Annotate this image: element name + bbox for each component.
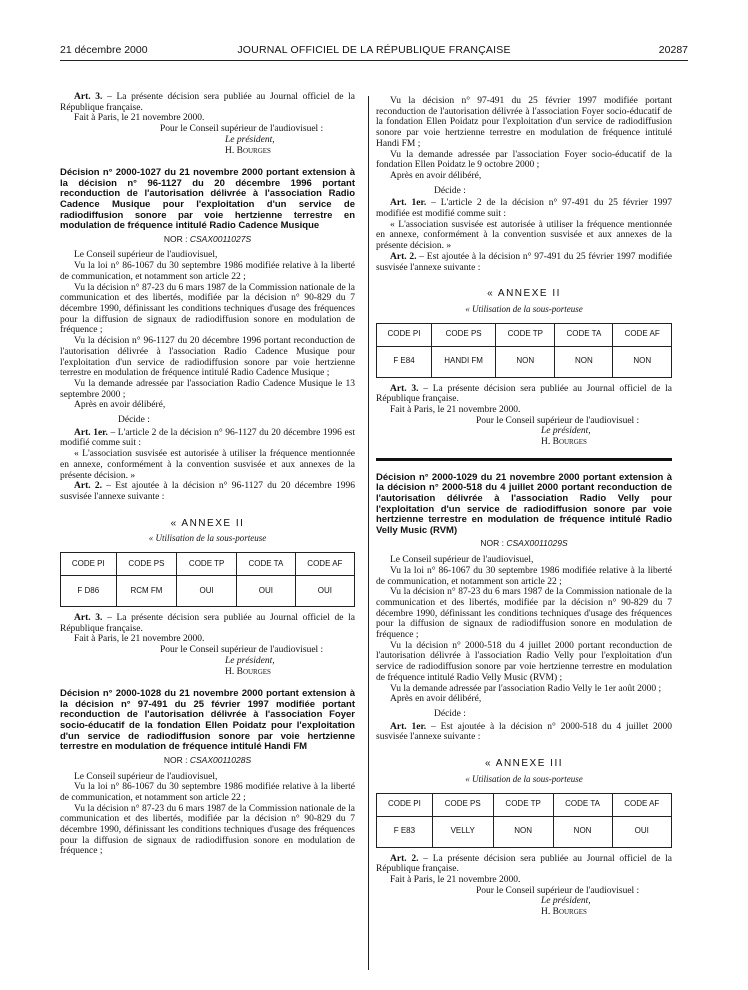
signature-pour: Pour le Conseil supérieur de l'audiovisuel : xyxy=(160,124,324,135)
section-rule xyxy=(376,458,672,461)
table-header: CODE PS xyxy=(431,323,495,346)
paragraph: Vu la décision n° 97-491 du 25 février 1997 modifiée portant reconduction de l'autorisation délivrée à l'association Foyer socio-éducatif de la fondation Ellen Poidatz pour l'exploitation d'un service de radiodiffusion sonore par voie hertzienne terrestre en modulation de fréquence intitulé Handi FM ; xyxy=(376,96,672,149)
signature-pour: Pour le Conseil supérieur de l'audiovisuel : xyxy=(160,645,324,656)
table-cell: NON xyxy=(555,346,613,377)
decide-heading: Décide : xyxy=(118,415,150,426)
table-header-row xyxy=(61,553,355,576)
article-3: Art. 3. – La présente décision sera publiée au Journal officiel de la République française. xyxy=(376,383,672,405)
table-cell: NON xyxy=(493,816,553,847)
paragraph: Vu la loi n° 86-1067 du 30 septembre 1986 modifiée relative à la liberté de communication, et notamment son article 22 ; xyxy=(60,782,355,803)
nor-reference: NOR : CSAX0011027S xyxy=(163,233,252,244)
page-header xyxy=(60,44,688,58)
table-cell: OUI xyxy=(612,816,671,847)
table-cell: OUI xyxy=(295,576,354,607)
table-cell: F E83 xyxy=(377,816,433,847)
paragraph: Vu la demande adressée par l'association Foyer socio-éducatif de la fondation Ellen Poidatz le 9 octobre 2000 ; xyxy=(376,149,672,171)
table-row xyxy=(377,346,672,377)
fait-a-paris: Fait à Paris, le 21 novembre 2000. xyxy=(390,874,521,885)
article-1: Art. 1er. – L'article 2 de la décision n° 97-491 du 25 février 1997 modifiée est modifié comme suit : xyxy=(376,198,672,220)
article-1: Art. 1er. – L'article 2 de la décision n° 96-1127 du 20 décembre 1996 est modifié comme suit : xyxy=(60,427,355,449)
table-header: CODE PI xyxy=(377,323,432,346)
signature-president: Le président, xyxy=(225,655,275,666)
table-cell: NON xyxy=(496,346,555,377)
annexe-heading: « ANNEXE II xyxy=(170,517,245,529)
paragraph: Vu la décision n° 96-1127 du 20 décembre 1996 portant reconduction de l'autorisation délivrée à l'association Radio Cadence Musique pour l'exploitation d'un service de radiodiffusion sonore par voie hertzienne terrestre en modulation de fréquence intitulé Radio Cadence Musique ; xyxy=(60,336,355,379)
signature-president: Le président, xyxy=(541,426,591,437)
article-3: Art. 3. – La présente décision sera publiée au Journal officiel de la République française. xyxy=(60,613,355,634)
table-header: CODE TP xyxy=(177,553,237,576)
signature-name: H. Bourges xyxy=(225,666,271,677)
paragraph: Vu la demande adressée par l'association Radio Cadence Musique le 13 septembre 2000 ; xyxy=(60,378,355,400)
table-cell: NON xyxy=(553,816,612,847)
page-number: 20287 xyxy=(658,44,688,56)
article-2: Art. 2. – Est ajoutée à la décision n° 96-1127 du 20 décembre 1996 susvisée l'annexe suivante : xyxy=(60,481,355,502)
paragraph: Le Conseil supérieur de l'audiovisuel, xyxy=(74,250,218,261)
paragraph: Le Conseil supérieur de l'audiovisuel, xyxy=(390,555,534,566)
table-header: CODE AF xyxy=(295,553,354,576)
table-header: CODE AF xyxy=(612,793,671,816)
table-cell: VELLY xyxy=(432,816,493,847)
decision-1029-title: Décision n° 2000-1029 du 21 novembre 2000 portant extension à la décision n° 2000-518 du 4 juillet 2000 portant reconduction de l'autorisation délivrée à l'association Radio Velly pour l'exploitation d'un service de radiodiffusion sonore par voie hertzienne terrestre en modulation de fréquence intitulé Radio Velly Music (RVM) xyxy=(376,471,672,536)
decide-heading: Décide : xyxy=(434,185,466,196)
paragraph: Vu la décision n° 87-23 du 6 mars 1987 de la Commission nationale de la communication et des libertés, modifiée par la décision n° 90-829 du 7 décembre 1990, définissant les conditions techniques d'usage des fréquences pour la diffusion de signaux de radiodiffusion sonore en modulation de fréquence ; xyxy=(60,803,355,857)
article-1-quote: « L'association susvisée est autorisée à utiliser la fréquence mentionnée en annexe, conformément à la convention susvisée et aux annexes de la présente décision. » xyxy=(60,449,355,481)
decide-heading: Décide : xyxy=(434,708,466,719)
table-header: CODE TA xyxy=(553,793,612,816)
table-header: CODE PI xyxy=(377,793,433,816)
table-header: CODE PS xyxy=(116,553,177,576)
table-cell: RCM FM xyxy=(116,576,177,607)
article-1-quote: « L'association susvisée est autorisée à utiliser la fréquence mentionnée en annexe, conformément à la convention susvisée et aux annexes de la présente décision. » xyxy=(376,219,672,252)
table-cell: F E84 xyxy=(377,346,432,377)
paragraph: Après en avoir délibéré, xyxy=(390,170,482,181)
signature-pour: Pour le Conseil supérieur de l'audiovisuel : xyxy=(476,885,640,896)
signature-president: Le président, xyxy=(541,896,591,907)
table-header: CODE TA xyxy=(237,553,296,576)
table-cell: HANDI FM xyxy=(431,346,495,377)
paragraph: Vu la décision n° 2000-518 du 4 juillet 2000 portant reconduction de l'autorisation délivrée à l'association Radio Velly pour l'exploitation d'un service de radiodiffusion sonore par voie hertzienne terrestre en modulation de fréquence intitulé Radio Velly Music (RVM) ; xyxy=(376,640,672,683)
header-rule xyxy=(60,60,688,61)
article-2: Art. 2. – La présente décision sera publiée au Journal officiel de la République française. xyxy=(376,853,672,875)
decision-1027-title: Décision n° 2000-1027 du 21 novembre 2000 portant extension à la décision n° 96-1127 du 20 décembre 1996 portant reconduction de l'autorisation délivrée à l'association Radio Cadence Musique pour l'exploitation d'un service de radiodiffusion sonore par voie hertzienne terrestre en modulation de fréquence intitulé Radio Cadence Musique xyxy=(60,167,355,232)
left-column xyxy=(60,92,355,857)
signature-name: H. Bourges xyxy=(225,145,271,156)
annexe-subheading: « Utilisation de la sous-porteuse xyxy=(465,303,583,314)
journal-title: JOURNAL OFFICIEL DE LA RÉPUBLIQUE FRANÇAISE xyxy=(237,44,511,56)
paragraph: Le Conseil supérieur de l'audiovisuel, xyxy=(74,771,218,782)
table-header-row xyxy=(377,793,672,816)
annexe-table xyxy=(60,552,355,607)
table-cell: OUI xyxy=(237,576,296,607)
table-header-row xyxy=(377,323,672,346)
decision-1028-title: Décision n° 2000-1028 du 21 novembre 2000 portant extension à la décision n° 97-491 du 25 février 1997 modifiée portant reconduction de l'autorisation délivrée à l'association Foyer socio-éducatif de la fondation Ellen Poidatz pour l'exploitation d'un service de radiodiffusion sonore par voie hertzienne terrestre en modulation de fréquence intitulé Handi FM xyxy=(60,688,355,753)
table-row xyxy=(377,816,672,847)
paragraph: Vu la loi n° 86-1067 du 30 septembre 1986 modifiée relative à la liberté de communication, et notamment son article 22 ; xyxy=(376,565,672,587)
signature-name: H. Bourges xyxy=(541,437,587,448)
table-header: CODE PS xyxy=(432,793,493,816)
table-row xyxy=(61,576,355,607)
article-1: Art. 1er. – Est ajoutée à la décision n° 2000-518 du 4 juillet 2000 susvisée l'annexe suivante : xyxy=(376,721,672,743)
table-cell: NON xyxy=(613,346,672,377)
paragraph: Après en avoir délibéré, xyxy=(390,694,482,705)
annexe-heading: « ANNEXE II xyxy=(487,288,561,300)
table-header: CODE PI xyxy=(61,553,117,576)
paragraph: Vu la demande adressée par l'association Radio Velly le 1er août 2000 ; xyxy=(390,683,662,694)
article-3: Art. 3. – La présente décision sera publiée au Journal officiel de la République française. xyxy=(60,92,355,113)
fait-a-paris: Fait à Paris, le 21 novembre 2000. xyxy=(74,634,205,645)
nor-reference: NOR : CSAX0011028S xyxy=(163,754,252,765)
signature-pour: Pour le Conseil supérieur de l'audiovisuel : xyxy=(476,415,640,426)
signature-name: H. Bourges xyxy=(541,907,587,918)
annexe-table xyxy=(376,323,672,378)
paragraph: Vu la décision n° 87-23 du 6 mars 1987 de la Commission nationale de la communication et des libertés, modifiée par la décision n° 90-829 du 7 décembre 1990, définissant les conditions techniques d'usage des fréquences pour la diffusion de signaux de radiodiffusion sonore en modulation de fréquence ; xyxy=(376,587,672,641)
table-header: CODE AF xyxy=(613,323,672,346)
signature-president: Le président, xyxy=(225,134,275,145)
annexe-subheading: « Utilisation de la sous-porteuse xyxy=(465,773,583,784)
table-cell: OUI xyxy=(177,576,237,607)
fait-a-paris: Fait à Paris, le 21 novembre 2000. xyxy=(390,405,521,416)
paragraph: Vu la loi n° 86-1067 du 30 septembre 1986 modifiée relative à la liberté de communication, et notamment son article 22 ; xyxy=(60,261,355,282)
article-2: Art. 2. – Est ajoutée à la décision n° 97-491 du 25 février 1997 modifiée susvisée l'annexe suivante : xyxy=(376,251,673,273)
paragraph: Après en avoir délibéré, xyxy=(74,400,166,411)
fait-a-paris: Fait à Paris, le 21 novembre 2000. xyxy=(74,113,205,124)
annexe-subheading: « Utilisation de la sous-porteuse xyxy=(148,533,267,544)
table-cell: F D86 xyxy=(61,576,117,607)
column-divider xyxy=(368,96,369,970)
right-column xyxy=(376,96,672,918)
annexe-table xyxy=(376,793,672,848)
table-header: CODE TA xyxy=(555,323,613,346)
header-date: 21 décembre 2000 xyxy=(60,44,148,56)
annexe-heading: « ANNEXE III xyxy=(484,758,564,770)
table-header: CODE TP xyxy=(496,323,555,346)
table-header: CODE TP xyxy=(493,793,553,816)
paragraph: Vu la décision n° 87-23 du 6 mars 1987 de la Commission nationale de la communication et des libertés, modifiée par la décision n° 90-829 du 7 décembre 1990, définissant les conditions techniques d'usage des fréquences pour la diffusion de signaux de radiodiffusion sonore en modulation de fréquence ; xyxy=(60,282,355,336)
nor-reference: NOR : CSAX0011029S xyxy=(480,538,568,549)
